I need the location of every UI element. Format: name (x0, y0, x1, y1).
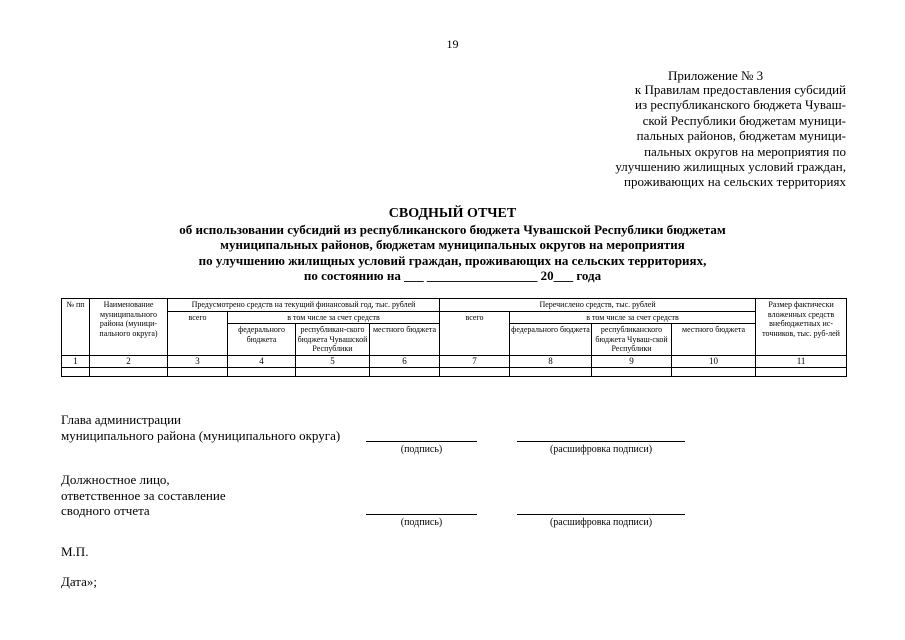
header-federal: федерального бюджета (228, 324, 296, 356)
column-number: 10 (672, 355, 756, 368)
column-number: 4 (228, 355, 296, 368)
table-cell (228, 368, 296, 377)
page-number: 19 (446, 37, 459, 51)
table-cell (510, 368, 592, 377)
report-title-block (150, 206, 755, 284)
appendix-body (596, 82, 846, 190)
date-label: Дата»; (61, 574, 98, 589)
header-federal: федерального бюджета (510, 324, 592, 356)
head-signature-caption: (подпись) (400, 444, 443, 455)
table-cell (592, 368, 672, 377)
column-number: 1 (62, 355, 90, 368)
official-label (61, 472, 226, 519)
appendix-line: улучшению жилищных условий граждан, (615, 159, 846, 175)
report-date-line: по состоянию на ___ _________________ 20___ года (303, 268, 602, 283)
column-number: 8 (510, 355, 592, 368)
table-cell (296, 368, 370, 377)
header-republic: республиканского бюджета Чуваш-ской Республики (592, 324, 672, 356)
report-table (61, 298, 847, 377)
appendix-title: Приложение № 3 (668, 68, 764, 83)
column-number: 3 (168, 355, 228, 368)
header-local: местного бюджета (370, 324, 440, 356)
column-number: 2 (90, 355, 168, 368)
report-subtitle-line: муниципальных районов, бюджетам муниципальных округов на мероприятия (220, 237, 685, 252)
head-signature-line (366, 441, 477, 442)
official-decode-line (517, 514, 685, 515)
head-admin-line1: Глава администрации (61, 412, 182, 427)
official-signature-caption: (подпись) (400, 517, 443, 528)
official-decode-caption: (расшифровка подписи) (549, 517, 653, 528)
column-number: 11 (756, 355, 847, 368)
head-decode-caption: (расшифровка подписи) (549, 444, 653, 455)
report-subtitle-line: об использовании субсидий из республиканского бюджета Чувашской Республики бюджетам (179, 221, 726, 237)
head-admin-line2: муниципального района (муниципального округа) (61, 427, 341, 443)
table-cell (756, 368, 847, 377)
appendix-line: ской Республики бюджетам муници- (642, 112, 846, 128)
table-cell (168, 368, 228, 377)
official-line2: ответственное за составление (61, 487, 226, 503)
header-including: в том числе за счет средств (510, 311, 756, 324)
header-name: Наименование муниципального района (муници-пального округа) (90, 299, 168, 356)
header-local: местного бюджета (672, 324, 756, 356)
header-num: № пп (62, 299, 90, 356)
appendix-line: из республиканского бюджета Чуваш- (634, 97, 846, 113)
table-cell (62, 368, 90, 377)
header-transferred: Перечислено средств, тыс. рублей (440, 299, 756, 312)
table-cell (90, 368, 168, 377)
table-cell (440, 368, 510, 377)
report-subtitle-line: по улучшению жилищных условий граждан, проживающих на сельских территориях, (198, 252, 707, 268)
head-decode-line (517, 441, 685, 442)
stamp-label: М.П. (61, 544, 89, 559)
header-total: всего (440, 311, 510, 355)
header-extra: Размер фактически вложенных средств внебюджетных ис-точников, тыс. руб-лей (756, 299, 847, 356)
column-number: 7 (440, 355, 510, 368)
appendix-line: пальных округов на мероприятия по (644, 143, 846, 159)
appendix-line: проживающих на сельских территориях (624, 174, 846, 190)
head-admin-label (61, 412, 340, 443)
official-signature-line (366, 514, 477, 515)
table-cell (370, 368, 440, 377)
appendix-line: к Правилам предоставления субсидий (634, 82, 846, 97)
column-number: 5 (296, 355, 370, 368)
header-republic: республикан-ского бюджета Чувашской Республики (296, 324, 370, 356)
header-planned: Предусмотрено средств на текущий финансовый год, тыс. рублей (168, 299, 440, 312)
column-number: 6 (370, 355, 440, 368)
table-row (62, 368, 847, 377)
table-cell (672, 368, 756, 377)
column-number: 9 (592, 355, 672, 368)
header-including: в том числе за счет средств (228, 311, 440, 324)
appendix-line: пальных районов, бюджетам муници- (636, 128, 846, 144)
official-line3: сводного отчета (61, 503, 150, 518)
official-line1: Должностное лицо, (61, 472, 170, 487)
report-title: СВОДНЫЙ ОТЧЕТ (388, 206, 517, 221)
header-total: всего (168, 311, 228, 355)
